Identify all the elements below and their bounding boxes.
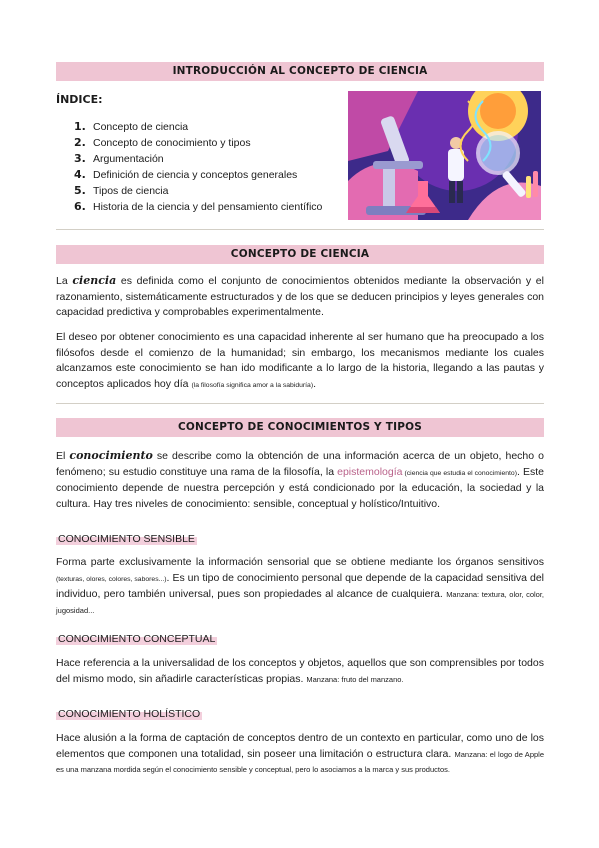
index-item[interactable]: 5. Tipos de ciencia <box>74 184 169 197</box>
index-item[interactable]: 3. Argumentación <box>74 152 164 165</box>
paragraph-conocimiento-definicion: El conocimiento se describe como la obtención de una información acerca de un objeto, hecho o fenómeno; su estudio constituye una rama de la filosofía, la epistemología (ciencia que estudia el conocimiento). Este conocimiento depende de nuestra percepción y está condicionado por la educación, la sociedad y la cultura. Hay tres niveles de conocimiento: sensible, conceptual y holístico/Intuitivo. <box>56 449 544 510</box>
paragraph-ciencia-definicion: La ciencia es definida como el conjunto de conocimientos obtenidos mediante la observación y el razonamiento, sistemáticamente estructurados y de los que se deducen principios y leyes generales con capacidad predictiva y comprobables experimentalmente. <box>56 274 544 318</box>
index-item[interactable]: 6. Historia de la ciencia y del pensamiento científico <box>74 200 323 213</box>
index-item[interactable]: 4. Definición de ciencia y conceptos generales <box>74 168 298 181</box>
note-epistemologia: (ciencia que estudia el conocimiento) <box>402 469 517 477</box>
section-title-ciencia: CONCEPTO DE CIENCIA <box>56 245 544 264</box>
divider <box>56 229 544 230</box>
index-list <box>74 119 322 215</box>
science-lab-illustration <box>348 91 541 220</box>
divider <box>56 403 544 404</box>
example-holistico: Manzana: el logo de Apple es una manzana mordida según el conocimiento sensible y conceptual, pero lo asociamos a la marca y sus productos. <box>56 749 544 774</box>
note-filosofia: (la filosofía significa amor a la sabiduría) <box>191 381 314 389</box>
epistemologia-link[interactable]: epistemología <box>337 465 403 478</box>
example-conceptual: Manzana: fruto del manzano. <box>306 674 404 684</box>
index-item[interactable]: 1. Concepto de ciencia <box>74 120 189 133</box>
heading-conocimiento-holistico: CONOCIMIENTO HOLÍSTICO <box>58 708 201 720</box>
paragraph-conceptual: Hace referencia a la universalidad de los conceptos y objetos, aquellos que son comprensibles por todos del mismo modo, sin añadirle características propias. Manzana: fruto del manzano. <box>56 657 544 685</box>
heading-conocimiento-sensible: CONOCIMIENTO SENSIBLE <box>58 533 195 545</box>
page-title: INTRODUCCIÓN AL CONCEPTO DE CIENCIA <box>56 62 544 81</box>
term-ciencia: ciencia <box>72 274 117 287</box>
heading-conocimiento-conceptual: CONOCIMIENTO CONCEPTUAL <box>58 633 216 645</box>
index-item[interactable]: 2. Concepto de conocimiento y tipos <box>74 136 251 149</box>
paragraph-deseo-conocimiento: El deseo por obtener conocimiento es una capacidad inherente al ser humano que ha preocupado a los filósofos desde el comienzo de la humanidad; sin embargo, los mecanismos mediante los cuales alcanzamos este conocimiento se han ido modificante a lo largo de la historia, llegando a las pautas y conceptos aplicados hoy día (la filosofía significa amor a la sabiduría). <box>56 331 544 390</box>
paragraph-holistico: Hace alusión a la forma de captación de conceptos dentro de un contexto en particular, como uno de los elementos que componen una totalidad, sin poseer una limitación o estructura clara. Manzana: el logo de Apple es una manzana mordida según el conocimiento sensible y conceptual, pero lo asociamos a la marca y sus productos. <box>56 732 544 774</box>
paragraph-sensible: Forma parte exclusivamente la información sensorial que se obtiene mediante los órganos sensitivos (texturas, olores, colores, sabores...). Es un tipo de conocimiento personal que depende de la capacidad sensitiva del individuo, pero también universal, pues son propiedades al alcance de cualquiera. Manzana: textura, olor, color, jugosidad... <box>56 556 544 615</box>
section-title-conocimientos: CONCEPTO DE CONOCIMIENTOS Y TIPOS <box>56 418 544 437</box>
term-conocimiento: conocimiento <box>69 449 153 462</box>
example-sensible: Manzana: textura, olor, color, jugosidad... <box>56 590 544 615</box>
index-label: ÍNDICE: <box>56 93 103 106</box>
